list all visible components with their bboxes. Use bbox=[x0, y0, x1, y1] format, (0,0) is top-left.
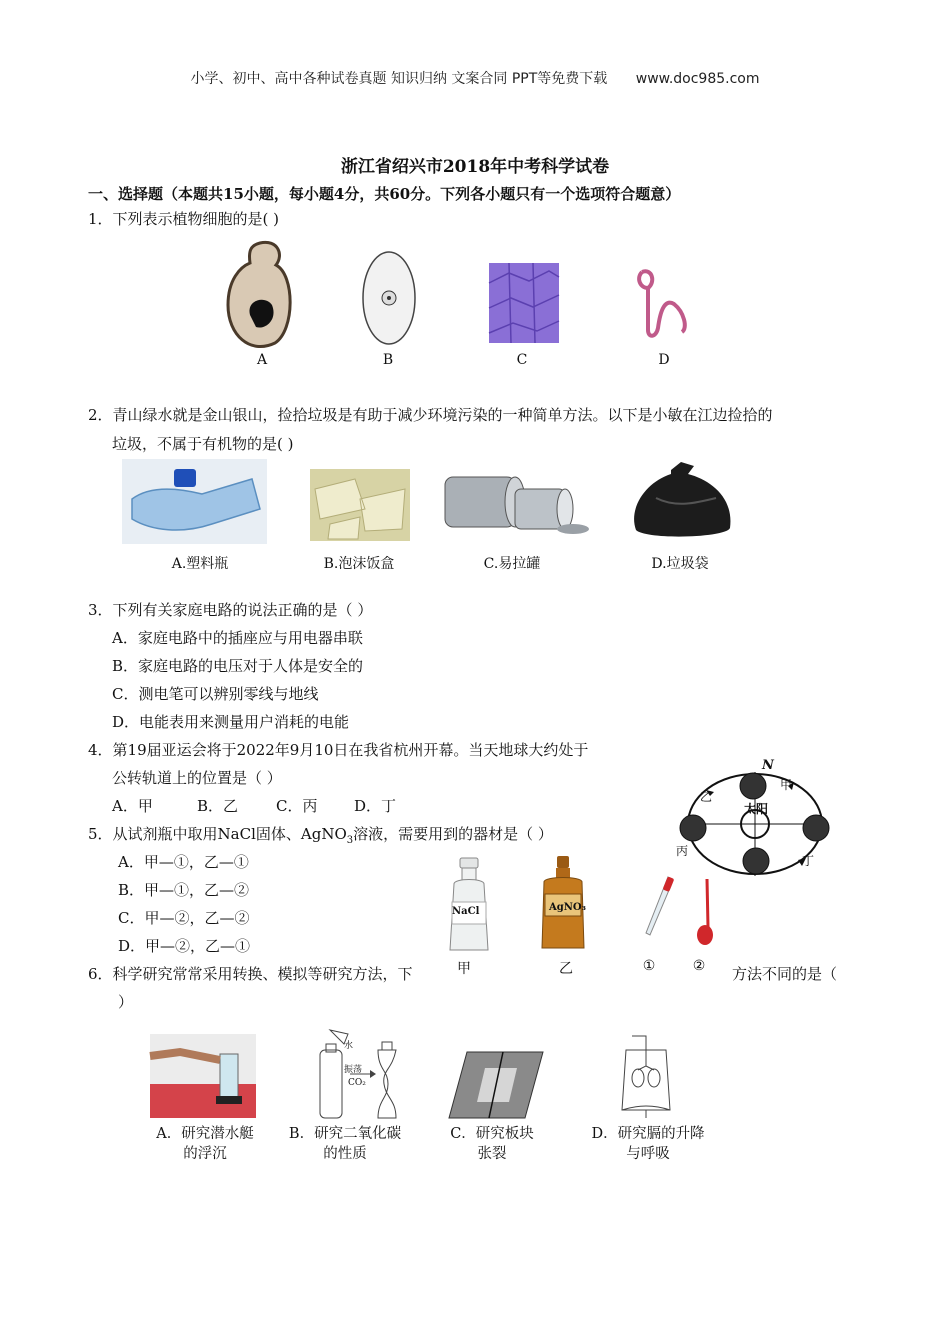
q5-label-yi: 乙 bbox=[559, 961, 573, 977]
q6-caption-b-2: 的性质 bbox=[323, 1146, 367, 1162]
cell-b-image bbox=[360, 248, 418, 348]
header-text: 小学、初中、高中各种试卷真题 知识归纳 文案合同 PPT等免费下载 bbox=[190, 71, 608, 87]
q6-caption-d-2: 与呼吸 bbox=[626, 1146, 670, 1162]
submarine-experiment-image bbox=[150, 1034, 256, 1118]
q2-label-a: A.塑料瓶 bbox=[171, 556, 229, 572]
q6-caption-a bbox=[140, 1124, 270, 1164]
q6-caption-d-1: D．研究膈的升降 bbox=[591, 1126, 705, 1142]
position-yi: 乙 bbox=[700, 790, 713, 804]
q4-option-c: C．丙 bbox=[276, 797, 318, 815]
q2-stem-line1: 2．青山绿水就是金山银山，捡拾垃圾是有助于减少环境污染的一种简单方法。以下是小敏在江边捡拾的 bbox=[88, 406, 773, 424]
page-title: 浙江省绍兴市2018年中考科学试卷 bbox=[340, 157, 610, 177]
q3-option-a: A．家庭电路中的插座应与用电器串联 bbox=[112, 629, 363, 647]
nacl-label: NaCl bbox=[452, 906, 480, 917]
q6-shake-label: 振荡 bbox=[344, 1065, 363, 1075]
q5-stem-tail: 溶液，需要用到的器材是（ ） bbox=[353, 825, 553, 843]
page-header bbox=[0, 68, 950, 88]
q5-option-b: B．甲—①，乙—② bbox=[118, 881, 250, 899]
q4-stem-line1: 4．第19届亚运会将于2022年9月10日在我省杭州开幕。当天地球大约处于 bbox=[88, 741, 589, 759]
q5-stem-text: 5．从试剂瓶中取用NaCl固体、AgNO bbox=[88, 825, 347, 843]
q6-caption-c bbox=[432, 1124, 552, 1164]
q2-label-d: D.垃圾袋 bbox=[651, 556, 709, 572]
q1-label-d: D bbox=[658, 352, 670, 368]
q1-stem: 1．下列表示植物细胞的是( ) bbox=[88, 210, 280, 228]
q1-label-c: C bbox=[516, 352, 528, 368]
q4-option-a: A．甲 bbox=[112, 797, 153, 815]
q6-caption-c-2: 张裂 bbox=[477, 1146, 507, 1162]
q5-stem-sub: 3 bbox=[346, 835, 354, 846]
plate-model-image bbox=[447, 1050, 545, 1120]
q2-label-c: C.易拉罐 bbox=[483, 556, 541, 572]
foam-box-image bbox=[310, 469, 410, 541]
section-heading: 一、选择题（本题共15小题，每小题4分，共60分。下列各小题只有一个选项符合题意） bbox=[88, 185, 681, 203]
position-bing: 丙 bbox=[676, 844, 689, 858]
q3-stem: 3．下列有关家庭电路的说法正确的是（ ） bbox=[88, 601, 373, 619]
q5-option-a: A．甲—①，乙—① bbox=[118, 853, 249, 871]
q2-stem-line2: 垃圾，不属于有机物的是( ) bbox=[112, 435, 294, 453]
q2-label-b: B.泡沫饭盒 bbox=[323, 556, 395, 572]
q5-label-jia: 甲 bbox=[457, 961, 471, 977]
q5-option-d: D．甲—②，乙—① bbox=[118, 937, 251, 955]
q3-option-b: B．家庭电路的电压对于人体是安全的 bbox=[112, 657, 364, 675]
q6-caption-a-2: 的浮沉 bbox=[183, 1146, 227, 1162]
q6-caption-a-1: A．研究潜水艇 bbox=[156, 1126, 254, 1142]
position-ding: 丁 bbox=[802, 854, 815, 868]
dropper-image bbox=[638, 875, 674, 947]
co2-bottle-image bbox=[314, 1030, 402, 1120]
position-jia: 甲 bbox=[780, 778, 793, 792]
q3-option-d: D．电能表用来测量用户消耗的电能 bbox=[112, 713, 350, 731]
earth-orbit-diagram bbox=[670, 756, 840, 891]
north-label: N bbox=[762, 758, 774, 773]
q6-stem-b: 方法不同的是（ bbox=[732, 965, 838, 983]
header-site: www.doc985.com bbox=[635, 71, 760, 87]
garbage-bag-image bbox=[626, 458, 736, 540]
sun-label: 太阳 bbox=[744, 802, 769, 816]
spoon-image bbox=[694, 877, 716, 949]
q6-stem-c: ） bbox=[118, 993, 134, 1011]
q1-label-a: A bbox=[256, 352, 268, 368]
q1-label-b: B bbox=[382, 352, 394, 368]
q6-caption-c-1: C．研究板块 bbox=[450, 1126, 534, 1142]
q5-option-c: C．甲—②，乙—② bbox=[118, 909, 250, 927]
plastic-bottle-image bbox=[122, 459, 267, 544]
cell-c-image bbox=[489, 263, 559, 343]
q4-option-b: B．乙 bbox=[197, 797, 239, 815]
q4-stem-line2: 公转轨道上的位置是（ ） bbox=[112, 769, 282, 787]
q6-caption-b-1: B．研究二氧化碳 bbox=[288, 1126, 402, 1142]
q6-caption-d bbox=[580, 1124, 716, 1164]
q3-option-c: C．测电笔可以辨别零线与地线 bbox=[112, 685, 319, 703]
q4-option-d: D．丁 bbox=[354, 797, 397, 815]
q5-label-2: ② bbox=[692, 958, 706, 974]
q6-stem-a: 6．科学研究常常采用转换、模拟等研究方法，下 bbox=[88, 965, 413, 983]
diaphragm-model-image bbox=[596, 1030, 696, 1120]
cell-d-image bbox=[634, 268, 694, 340]
q5-stem bbox=[88, 824, 553, 851]
q6-co2-label: CO₂ bbox=[348, 1078, 366, 1088]
cell-a-image bbox=[220, 235, 300, 350]
agno3-label: AgNO₃ bbox=[549, 902, 586, 913]
can-image bbox=[443, 469, 591, 541]
q6-water-label: 水 bbox=[344, 1041, 354, 1051]
q5-label-1: ① bbox=[642, 958, 656, 974]
q6-caption-b bbox=[280, 1124, 410, 1164]
